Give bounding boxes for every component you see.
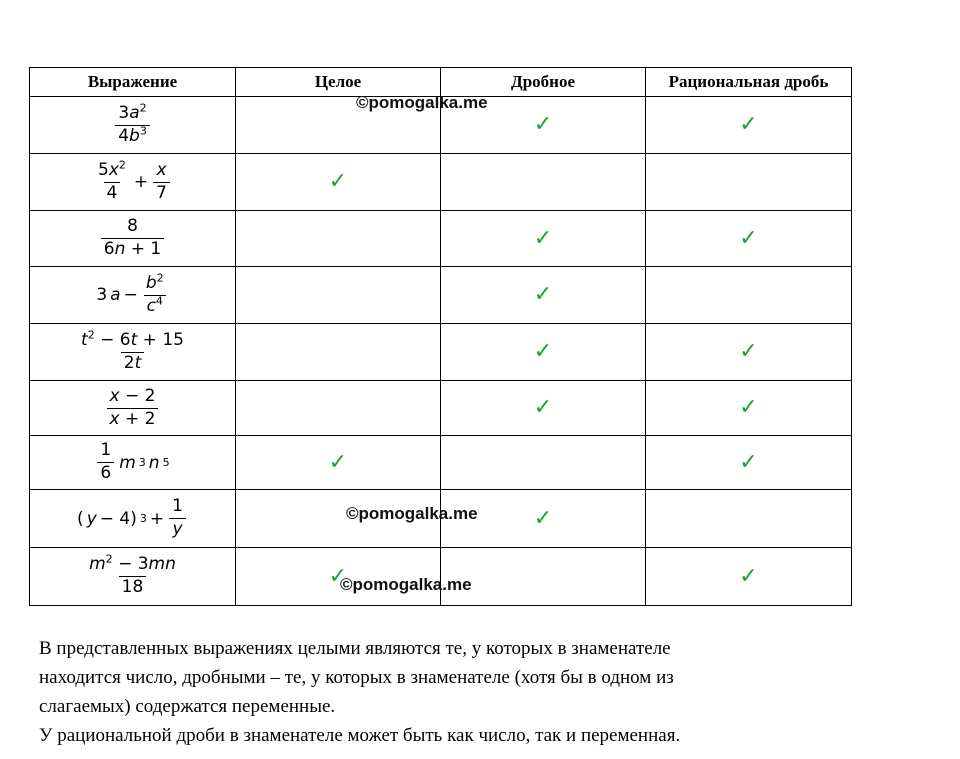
whole-cell — [236, 154, 441, 211]
check-icon: ✓ — [533, 395, 553, 420]
math-expression: $\frac{8}{6n + 1}$ — [99, 217, 166, 259]
check-icon: ✓ — [533, 339, 553, 364]
header-rational-fraction: Рациональная дробь — [646, 68, 852, 97]
math-expression: $\frac{3a^2}{4b^3}$ — [113, 104, 152, 146]
check-icon: ✓ — [533, 112, 553, 137]
expression-cell — [30, 154, 236, 211]
classification-table — [29, 67, 852, 606]
math-expression: $\frac{5x^2}{4}$ + $\frac{x}{7}$ — [93, 161, 172, 203]
whole-cell — [236, 381, 441, 436]
table-row — [30, 267, 852, 324]
table-row — [30, 324, 852, 381]
math-expression: $\frac{t^2 - 6t + 15}{2t}$ — [81, 328, 184, 373]
paragraph-line: находится число, дробными – те, у которых в знаменателе (хотя бы в одном из — [39, 667, 674, 688]
watermark: ©pomogalka.me — [346, 504, 478, 523]
check-icon: ✓ — [328, 563, 348, 589]
fractional-cell — [441, 381, 646, 436]
whole-cell — [236, 324, 441, 381]
paragraph-line: У рациональной дроби в знаменателе может быть как число, так и переменная. — [39, 725, 681, 746]
header-fractional: Дробное — [441, 68, 646, 97]
watermark: ©pomogalka.me — [356, 93, 488, 112]
rational-cell — [646, 211, 852, 267]
check-icon: ✓ — [739, 112, 758, 137]
rational-cell — [646, 490, 852, 548]
check-icon: ✓ — [328, 169, 348, 194]
header-expression: Выражение — [30, 68, 236, 97]
table-row — [30, 211, 852, 267]
check-icon: ✓ — [533, 282, 553, 307]
expression-cell — [30, 436, 236, 490]
rational-cell — [646, 548, 852, 606]
fractional-cell — [441, 324, 646, 381]
check-icon: ✓ — [739, 563, 758, 589]
check-icon: ✓ — [533, 225, 553, 251]
paragraph-line: В представленных выражениях целыми являются те, у которых в знаменателе — [39, 638, 671, 659]
header-whole: Целое — [236, 68, 441, 97]
rational-cell — [646, 154, 852, 211]
check-icon: ✓ — [739, 225, 758, 251]
math-expression: $\frac{m^2 - 3mn}{18}$ — [89, 552, 176, 597]
rational-cell — [646, 324, 852, 381]
fractional-cell — [441, 267, 646, 324]
explanation-paragraph — [39, 634, 919, 750]
fractional-cell — [441, 436, 646, 490]
fractional-cell — [441, 211, 646, 267]
paragraph-line: слагаемых) содержатся переменные. — [39, 696, 336, 717]
whole-cell — [236, 211, 441, 267]
table-row — [30, 381, 852, 436]
expression-cell — [30, 267, 236, 324]
check-icon: ✓ — [739, 339, 758, 364]
check-icon: ✓ — [739, 395, 758, 420]
table-row — [30, 436, 852, 490]
math-expression: $\frac{x - 2}{x + 2}$ — [105, 387, 161, 429]
rational-cell — [646, 436, 852, 490]
fractional-cell — [441, 154, 646, 211]
check-icon: ✓ — [328, 449, 348, 475]
expression-cell — [30, 548, 236, 606]
check-icon: ✓ — [739, 449, 758, 475]
math-expression: 3 a − $\frac{b^2}{c^4}$ — [96, 274, 168, 316]
expression-cell — [30, 381, 236, 436]
expression-cell — [30, 97, 236, 154]
math-expression: ( y − 4) 3 + $\frac{1}{y}$ — [77, 497, 188, 539]
watermark: ©pomogalka.me — [340, 575, 472, 594]
check-icon: ✓ — [533, 505, 553, 531]
expression-cell — [30, 490, 236, 548]
whole-cell — [236, 267, 441, 324]
rational-cell — [646, 97, 852, 154]
rational-cell — [646, 381, 852, 436]
expression-cell — [30, 324, 236, 381]
table-row — [30, 154, 852, 211]
rational-cell — [646, 267, 852, 324]
expression-cell — [30, 211, 236, 267]
whole-cell — [236, 436, 441, 490]
math-expression: $\frac{1}{6}$ m 3 n 5 — [95, 441, 169, 483]
